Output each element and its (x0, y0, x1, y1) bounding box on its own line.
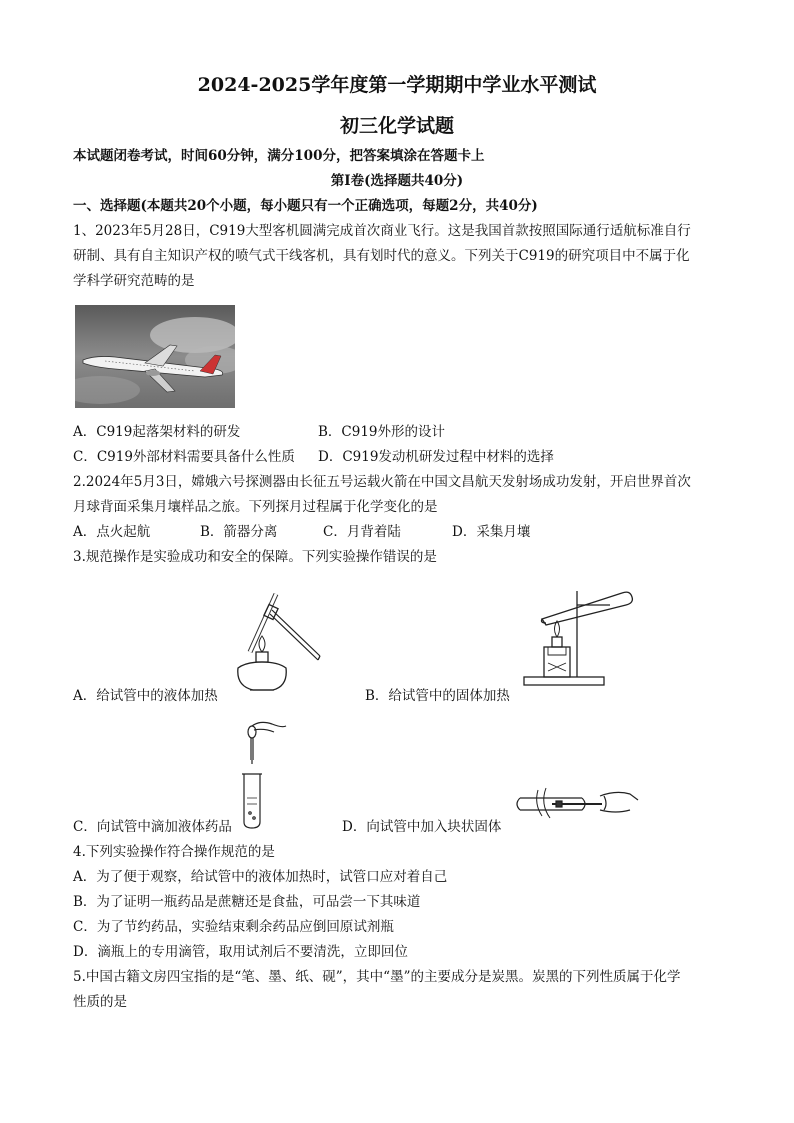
q3-stem: 3.规范操作是实验成功和安全的保障。下列实验操作错误的是 (73, 549, 437, 565)
q3-option-d: D．向试管中加入块状固体 (342, 819, 502, 835)
q5-stem-line2: 性质的是 (73, 994, 127, 1010)
heating-solid-diagram (522, 585, 642, 690)
q2-option-b: B．箭器分离 (200, 524, 278, 540)
dropper-diagram (230, 718, 290, 830)
part-title: 一、选择题(本题共20个小题，每小题只有一个正确选项，每题2分，共40分) (73, 198, 538, 214)
q2-stem-line1: 2.2024年5月3日，嫦娥六号探测器由长征五号运载火箭在中国文昌航天发射场成功发射，开启世界首次 (73, 474, 691, 490)
q3-option-a: A．给试管中的液体加热 (73, 688, 218, 704)
exam-notice: 本试题闭卷考试，时间60分钟，满分100分，把答案填涂在答题卡上 (73, 148, 485, 164)
q1-stem-line1: 1、2023年5月28日，C919大型客机圆满完成首次商业飞行。这是我国首款按照国际通行适航标准自行 (73, 223, 691, 239)
q2-option-a: A．点火起航 (73, 524, 151, 540)
q1-option-b: B．C919外形的设计 (318, 424, 446, 440)
c919-airplane-photo (75, 305, 235, 408)
lump-solid-diagram (512, 780, 642, 825)
section-title: 第Ⅰ卷(选择题共40分) (330, 173, 464, 189)
q3-option-b: B．给试管中的固体加热 (365, 688, 510, 704)
q1-option-c: C．C919外部材料需要具备什么性质 (73, 449, 295, 465)
q2-option-c: C．月背着陆 (323, 524, 401, 540)
q4-option-d: D．滴瓶上的专用滴管，取用试剂后不要清洗，立即回位 (73, 944, 408, 960)
q2-option-d: D．采集月壤 (452, 524, 531, 540)
q5-stem-line1: 5.中国古籍文房四宝指的是“笔、墨、纸、砚”，其中“墨”的主要成分是炭黑。炭黑的下列性质属于化学 (73, 969, 681, 985)
q4-option-a: A．为了便于观察，给试管中的液体加热时，试管口应对着自己 (73, 869, 448, 885)
q4-option-c: C．为了节约药品，实验结束剩余药品应倒回原试剂瓶 (73, 919, 394, 935)
q4-option-b: B．为了证明一瓶药品是蔗糖还是食盐，可品尝一下其味道 (73, 894, 421, 910)
q4-stem: 4.下列实验操作符合操作规范的是 (73, 844, 275, 860)
q1-stem-line2: 研制、具有自主知识产权的喷气式干线客机，具有划时代的意义。下列关于C919的研究项目中不属于化 (73, 248, 690, 264)
heating-liquid-diagram (228, 592, 328, 697)
page-subtitle: 初三化学试题 (339, 115, 454, 137)
q1-option-a: A．C919起落架材料的研发 (73, 424, 241, 440)
q1-stem-line3: 学科学研究范畴的是 (73, 273, 195, 289)
page-title: 2024-2025学年度第一学期期中学业水平测试 (197, 74, 597, 96)
q3-option-c: C．向试管中滴加液体药品 (73, 819, 232, 835)
q2-stem-line2: 月球背面采集月壤样品之旅。下列探月过程属于化学变化的是 (73, 499, 438, 515)
q1-option-d: D．C919发动机研发过程中材料的选择 (318, 449, 554, 465)
